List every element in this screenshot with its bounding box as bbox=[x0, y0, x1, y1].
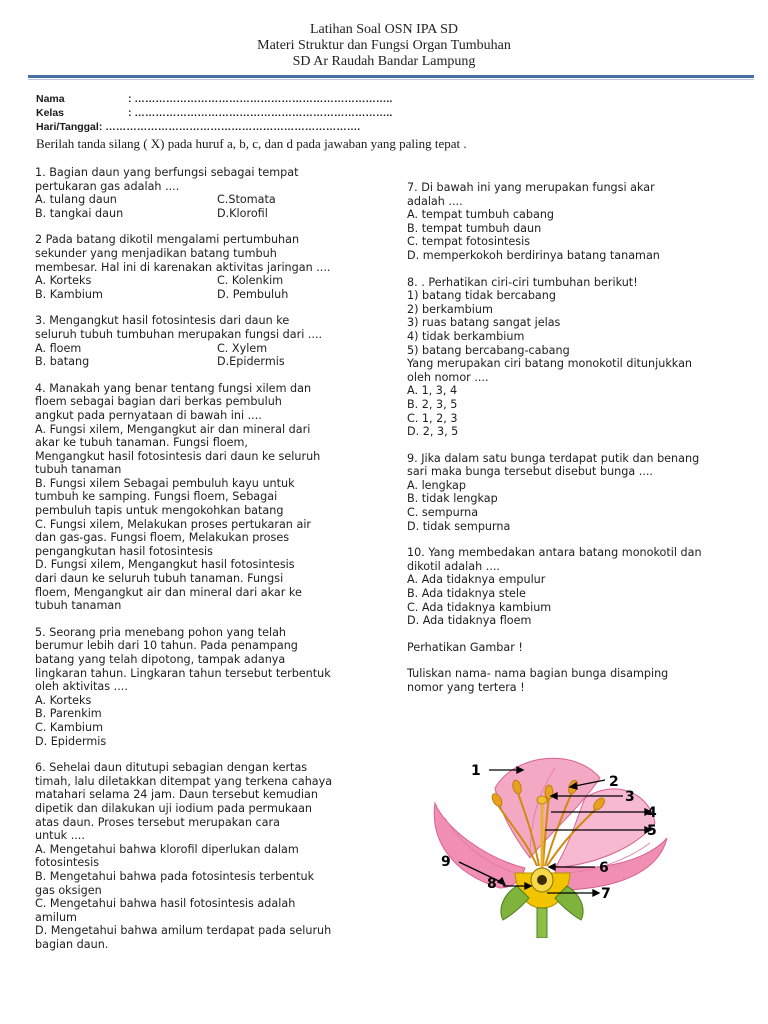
ovule bbox=[537, 875, 547, 885]
q6-line: C. Mengetahui bahwa hasil fotosintesis adalah bbox=[35, 897, 296, 911]
q6-line: atas daun. Proses tersebut merupakan cara bbox=[35, 815, 280, 829]
q6-line: untuk .... bbox=[35, 829, 85, 843]
figure-label: 2 bbox=[609, 774, 619, 790]
figure-instruction-line: nomor yang tertera ! bbox=[407, 681, 525, 694]
question-6 bbox=[35, 761, 365, 951]
date-field[interactable]: Hari/Tanggal: ………………………………………………………………. bbox=[36, 121, 361, 133]
figure-label: 7 bbox=[601, 886, 611, 902]
q8-line: D. 2, 3, 5 bbox=[407, 425, 459, 439]
q4-line: floem, Mengangkut air dan mineral dari akar ke bbox=[35, 585, 302, 599]
q5-line: batang yang telah dipotong, tampak adanya bbox=[35, 653, 286, 666]
q10-line: D. Ada tidaknya floem bbox=[407, 614, 532, 628]
q10-line: B. Ada tidaknya stele bbox=[407, 587, 526, 601]
figure-prompt bbox=[407, 641, 752, 655]
questions-right-column bbox=[407, 181, 752, 708]
figure-label: 1 bbox=[471, 763, 481, 779]
student-identity bbox=[36, 92, 392, 134]
question-3 bbox=[35, 314, 365, 368]
q9-line: sari maka bunga tersebut disebut bunga .... bbox=[407, 465, 653, 479]
flower-stalk bbox=[537, 908, 547, 938]
q1-options-row bbox=[35, 193, 365, 207]
q4-line: B. Fungsi xilem Sebagai pembuluh kayu untuk bbox=[35, 476, 295, 490]
q8-line: 3) ruas batang sangat jelas bbox=[407, 316, 561, 330]
q2-options-row bbox=[35, 274, 365, 288]
question-1 bbox=[35, 166, 365, 220]
q5-line: berumur lebih dari 10 tahun. Pada penampang bbox=[35, 639, 298, 653]
q7-line: B. tempat tumbuh daun bbox=[407, 221, 542, 235]
q10-line: A. Ada tidaknya empulur bbox=[407, 573, 546, 587]
q4-line: Mengangkut hasil fotosintesis dari daun ke seluruh bbox=[35, 449, 321, 463]
q9-line: B. tidak lengkap bbox=[407, 492, 498, 506]
q8-line: 2) berkambium bbox=[407, 302, 493, 316]
class-field[interactable]: : ……………………………………………………………….. bbox=[128, 107, 393, 119]
doc-title: Latihan Soal OSN IPA SD bbox=[309, 22, 459, 37]
q3-options-row bbox=[35, 342, 365, 356]
q2-option-c[interactable]: C. Kolenkim bbox=[217, 274, 284, 288]
name-row bbox=[36, 92, 392, 106]
questions-left-column bbox=[35, 166, 365, 964]
question-7 bbox=[407, 181, 752, 263]
q10-line: C. Ada tidaknya kambium bbox=[407, 600, 552, 614]
q1-option-c[interactable]: C.Stomata bbox=[217, 193, 276, 207]
q2-options-row bbox=[35, 288, 365, 302]
q4-line: dari daun ke seluruh tubuh tanaman. Fungsi bbox=[35, 572, 284, 586]
figure-label: 4 bbox=[647, 805, 657, 821]
q6-line: 6. Sehelai daun ditutupi sebagian dengan kertas bbox=[35, 761, 308, 775]
q4-line: pengangkutan hasil fotosintesis bbox=[35, 544, 213, 558]
q9-line: C. sempurna bbox=[407, 506, 479, 520]
document-header bbox=[0, 22, 768, 70]
q6-line: A. Mengetahui bahwa klorofil diperlukan dalam bbox=[35, 842, 299, 856]
q3-line: 3. Mengangkut hasil fotosintesis dari daun ke bbox=[35, 314, 290, 328]
q4-line: angkut pada pernyataan di bawah ini .... bbox=[35, 408, 262, 422]
figure-label: 3 bbox=[625, 789, 635, 805]
q6-line: bagian daun. bbox=[35, 937, 109, 951]
q6-line: dipetik dan dilakukan uji iodium pada permukaan bbox=[35, 801, 313, 815]
q9-line: 9. Jika dalam satu bunga terdapat putik dan benang bbox=[407, 451, 700, 465]
q10-line: 10. Yang membedakan antara batang monokotil dan bbox=[407, 546, 702, 560]
q5-line: D. Epidermis bbox=[35, 734, 107, 748]
q3-options-row bbox=[35, 355, 365, 369]
q8-line: 1) batang tidak bercabang bbox=[407, 289, 556, 303]
q6-line: B. Mengetahui bahwa pada fotosintesis terbentuk bbox=[35, 869, 315, 883]
name-field[interactable]: : ……………………………………………………………….. bbox=[128, 93, 393, 105]
q8-line: A. 1, 3, 4 bbox=[407, 384, 458, 398]
school-name: SD Ar Raudah Bandar Lampung bbox=[292, 54, 476, 69]
q8-line: B. 2, 3, 5 bbox=[407, 397, 458, 411]
doc-subtitle: Materi Struktur dan Fungsi Organ Tumbuhan bbox=[257, 38, 511, 53]
q7-line: 7. Di bawah ini yang merupakan fungsi akar bbox=[407, 181, 655, 194]
q3-option-d[interactable]: D.Epidermis bbox=[217, 355, 285, 369]
figure-instruction-line: Tuliskan nama- nama bagian bunga disamping bbox=[407, 667, 669, 681]
q5-line: oleh aktivitas .... bbox=[35, 680, 128, 694]
q1-option-b[interactable]: B. tangkai daun bbox=[35, 206, 124, 220]
question-9 bbox=[407, 452, 752, 534]
flower-diagram bbox=[405, 748, 735, 938]
q3-option-b[interactable]: B. batang bbox=[35, 355, 90, 369]
q1-line: pertukaran gas adalah .... bbox=[35, 179, 180, 193]
q6-line: gas oksigen bbox=[35, 883, 102, 897]
date-row bbox=[36, 120, 392, 134]
q1-option-d[interactable]: D.Klorofil bbox=[217, 206, 268, 220]
pistil-stigma bbox=[537, 796, 547, 804]
figure-label: 5 bbox=[647, 823, 657, 839]
q4-line: akar ke tubuh tanaman. Fungsi floem, bbox=[35, 436, 248, 450]
q8-line: oleh nomor .... bbox=[407, 370, 489, 384]
q7-line: A. tempat tumbuh cabang bbox=[407, 208, 555, 222]
q2-option-a[interactable]: A. Korteks bbox=[35, 274, 92, 288]
q10-line: dikotil adalah .... bbox=[407, 559, 500, 573]
q2-line: sekunder yang menjadikan batang tumbuh bbox=[35, 246, 277, 260]
q5-line: C. Kambium bbox=[35, 720, 104, 734]
q5-line: A. Korteks bbox=[35, 693, 92, 707]
q3-line: seluruh tubuh tumbuhan merupakan fungsi dari .... bbox=[35, 327, 323, 341]
q4-line: tubuh tanaman bbox=[35, 463, 122, 477]
q6-line: timah, lalu diletakkan ditempat yang terkena cahaya bbox=[35, 774, 333, 788]
q3-option-a[interactable]: A. floem bbox=[35, 341, 82, 355]
figure-instruction bbox=[407, 667, 752, 694]
q5-line: 5. Seorang pria menebang pohon yang telah bbox=[35, 625, 287, 639]
figure-prompt-line: Perhatikan Gambar ! bbox=[407, 640, 523, 654]
question-4 bbox=[35, 382, 365, 613]
q5-line: lingkaran tahun. Lingkaran tahun tersebut terbentuk bbox=[35, 666, 331, 680]
q8-line: 4) tidak berkambium bbox=[407, 329, 525, 343]
q1-option-a[interactable]: A. tulang daun bbox=[35, 193, 117, 207]
q7-line: C. tempat fotosintesis bbox=[407, 235, 531, 249]
header-divider bbox=[28, 75, 754, 78]
q3-option-c[interactable]: C. Xylem bbox=[217, 341, 268, 355]
q7-line: D. memperkokoh berdirinya batang tanaman bbox=[407, 248, 660, 262]
q2-line: 2 Pada batang dikotil mengalami pertumbuhan bbox=[35, 233, 300, 247]
header-divider-shadow bbox=[28, 79, 754, 80]
q9-line: D. tidak sempurna bbox=[407, 519, 511, 533]
q4-line: tubuh tanaman bbox=[35, 599, 122, 613]
question-2 bbox=[35, 233, 365, 301]
q5-line: B. Parenkim bbox=[35, 707, 102, 721]
q1-options-row bbox=[35, 207, 365, 221]
figure-label: 8 bbox=[487, 876, 497, 892]
question-8 bbox=[407, 276, 752, 439]
q6-line: D. Mengetahui bahwa amilum terdapat pada seluruh bbox=[35, 924, 332, 938]
q8-line: 8. . Perhatikan ciri-ciri tumbuhan berikut! bbox=[407, 275, 638, 289]
figure-label: 6 bbox=[599, 860, 609, 876]
q8-line: C. 1, 2, 3 bbox=[407, 411, 458, 425]
q4-line: D. Fungsi xilem, Mengangkut hasil fotosintesis bbox=[35, 558, 295, 572]
q9-line: A. lengkap bbox=[407, 478, 466, 492]
q8-line: Yang merupakan ciri batang monokotil ditunjukkan bbox=[407, 357, 693, 371]
question-5 bbox=[35, 626, 365, 748]
q7-line: adalah .... bbox=[407, 194, 463, 208]
q2-line: membesar. Hal ini di karenakan aktivitas jaringan .... bbox=[35, 260, 331, 274]
q4-line: dan gas-gas. Fungsi floem, Melakukan proses bbox=[35, 531, 290, 545]
q4-line: tumbuh ke samping. Fungsi floem, Sebagai bbox=[35, 490, 278, 504]
q1-line: 1. Bagian daun yang berfungsi sebagai tempat bbox=[35, 166, 299, 179]
q2-option-b[interactable]: B. Kambium bbox=[35, 287, 103, 301]
class-label: Kelas bbox=[36, 107, 65, 119]
q6-line: matahari selama 24 jam. Daun tersebut kemudian bbox=[35, 788, 318, 802]
q6-line: fotosintesis bbox=[35, 856, 100, 870]
q4-line: A. Fungsi xilem, Mengangkut air dan mineral dari bbox=[35, 422, 311, 436]
q4-line: 4. Manakah yang benar tentang fungsi xilem dan bbox=[35, 381, 312, 395]
figure-label: 9 bbox=[441, 854, 451, 870]
q4-line: pembuluh tapis untuk mengokohkan batang bbox=[35, 504, 284, 518]
q4-line: floem sebagai bagian dari berkas pembuluh bbox=[35, 395, 282, 409]
q8-line: 5) batang bercabang-cabang bbox=[407, 343, 570, 357]
q4-line: C. Fungsi xilem, Melakukan proses pertukaran air bbox=[35, 517, 312, 531]
class-row bbox=[36, 106, 392, 120]
instruction-text: Berilah tanda silang ( X) pada huruf a, b, c, dan d pada jawaban yang paling tepat . bbox=[36, 136, 467, 151]
q6-line: amilum bbox=[35, 910, 77, 924]
q2-option-d[interactable]: D. Pembuluh bbox=[217, 287, 289, 301]
question-10 bbox=[407, 546, 752, 628]
name-label: Nama bbox=[36, 93, 65, 105]
